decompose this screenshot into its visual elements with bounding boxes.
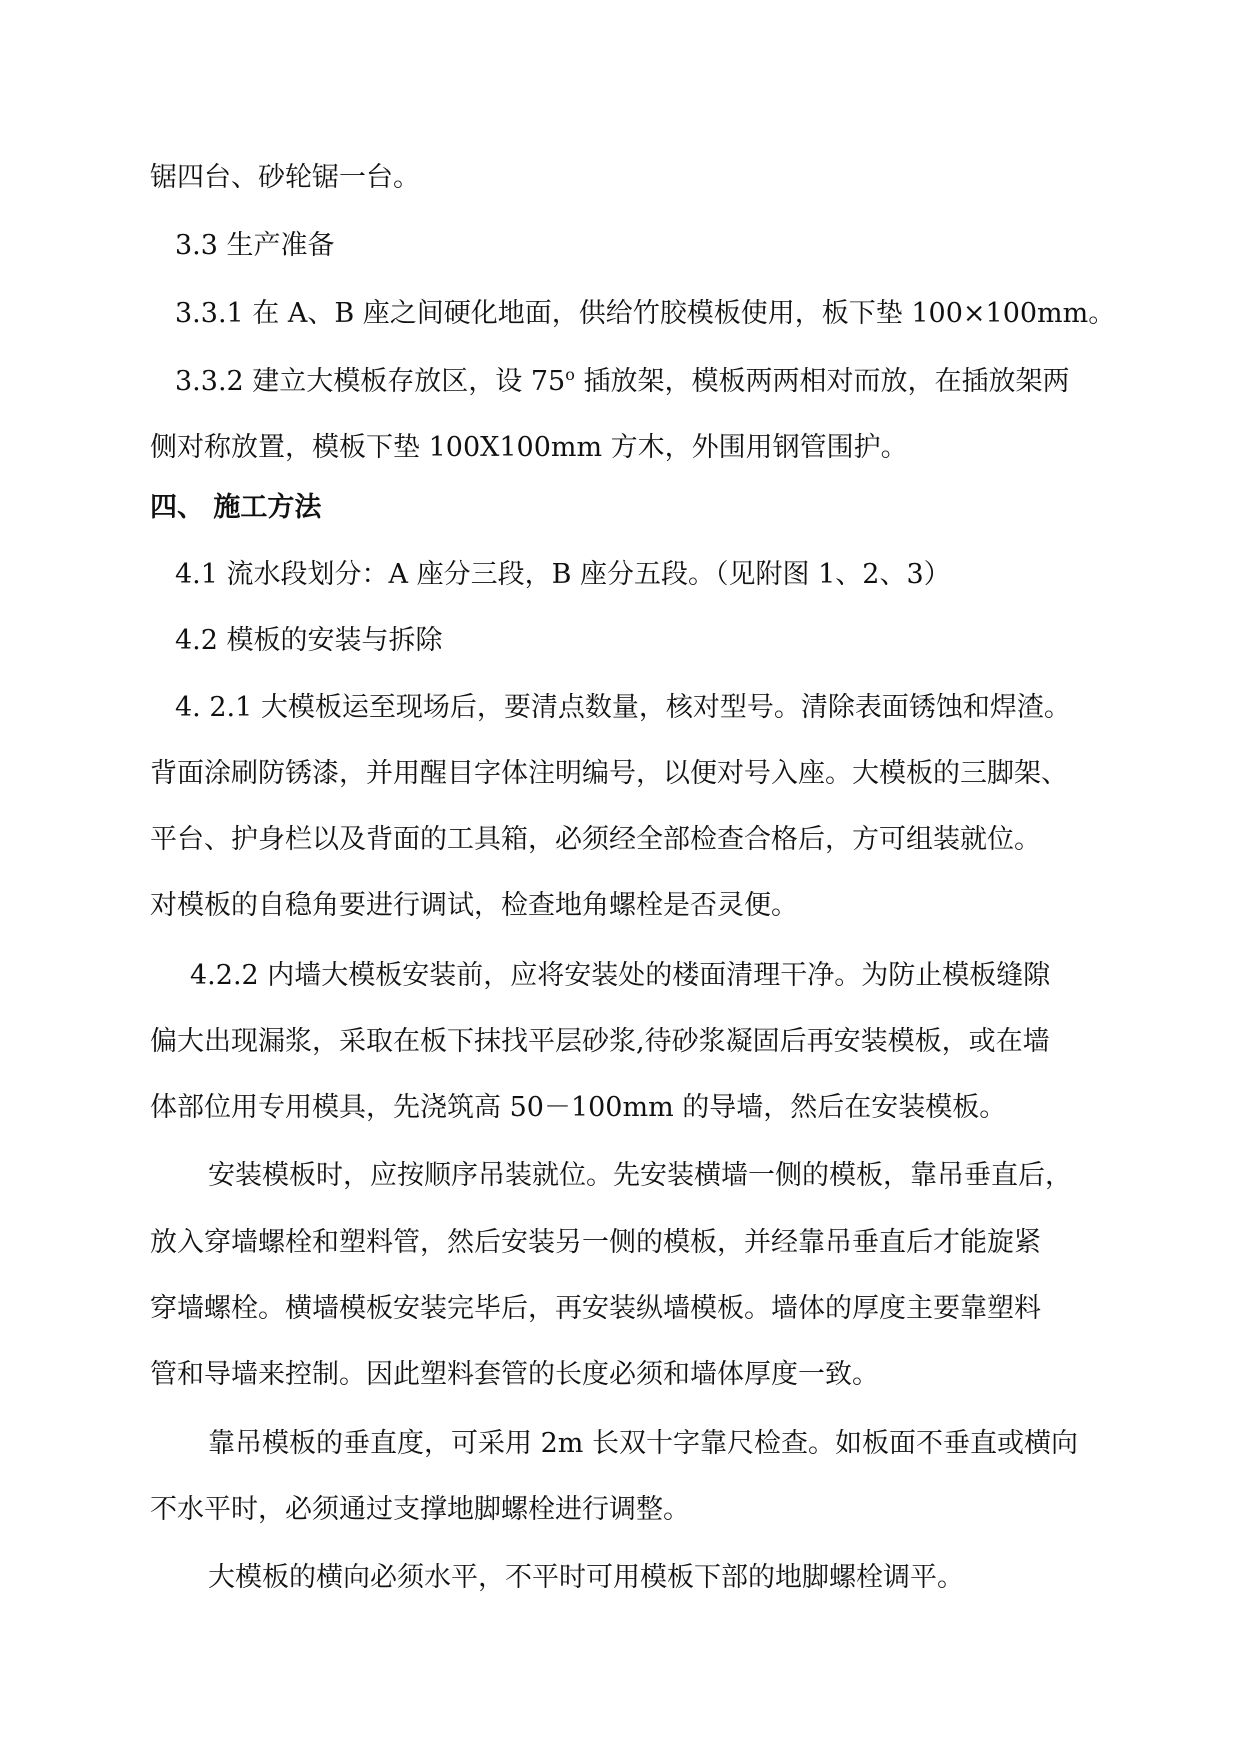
text-line: 管和导墙来控制。因此塑料套管的长度必须和墙体厚度一致。 xyxy=(150,1359,879,1390)
degree-superscript: o xyxy=(565,365,575,384)
section-3-3-heading: 3.3 生产准备 xyxy=(175,230,335,261)
text-line: 靠吊模板的垂直度，可采用 2m 长双十字靠尺检查。如板面不垂直或横向 xyxy=(208,1428,1078,1459)
text-line: 不水平时，必须通过支撑地脚螺栓进行调整。 xyxy=(150,1494,690,1525)
text-line: 安装模板时，应按顺序吊装就位。先安装横墙一侧的模板，靠吊垂直后， xyxy=(208,1160,1072,1191)
text-line: 4.2.2 内墙大模板安装前，应将安装处的楼面清理干净。为防止模板缝隙 xyxy=(190,960,1051,991)
text-line: 3.3.1 在 A、B 座之间硬化地面，供给竹胶模板使用，板下垫 100×100mm。 xyxy=(175,298,1116,329)
text-line: 3.3.2 建立大模板存放区，设 75$^o$ 插放架，模板两两相对而放，在插放架两 xyxy=(175,365,1070,397)
section-4-heading: 四、 施工方法 xyxy=(150,492,322,523)
text-line: 偏大出现漏浆，采取在板下抹找平层砂浆,待砂浆凝固后再安装模板，或在墙 xyxy=(150,1026,1050,1057)
section-4-2-heading: 4.2 模板的安装与拆除 xyxy=(175,625,443,656)
text-line: 锯四台、砂轮锯一台。 xyxy=(150,162,420,193)
text-line: 背面涂刷防锈漆，并用醒目字体注明编号，以便对号入座。大模板的三脚架、 xyxy=(150,758,1068,789)
text-line: 平台、护身栏以及背面的工具箱，必须经全部检查合格后，方可组装就位。 xyxy=(150,824,1041,855)
text-line: 大模板的横向必须水平，不平时可用模板下部的地脚螺栓调平。 xyxy=(208,1562,964,1593)
text-line: 4.1 流水段划分：A 座分三段，B 座分五段。（见附图 1、2、3） xyxy=(175,559,951,590)
text-line: 体部位用专用模具，先浇筑高 50－100mm 的导墙，然后在安装模板。 xyxy=(150,1092,1007,1123)
text-line: 穿墙螺栓。横墙模板安装完毕后，再安装纵墙模板。墙体的厚度主要靠塑料 xyxy=(150,1293,1041,1324)
text-line: 侧对称放置，模板下垫 100Ⅹ100mm 方木，外围用钢管围护。 xyxy=(150,432,908,463)
text-line: 放入穿墙螺栓和塑料管，然后安装另一侧的模板，并经靠吊垂直后才能旋紧 xyxy=(150,1227,1041,1258)
text-line: 对模板的自稳角要进行调试，检查地角螺栓是否灵便。 xyxy=(150,890,798,921)
text-line: 4. 2.1 大模板运至现场后，要清点数量，核对型号。清除表面锈蚀和焊渣。 xyxy=(175,692,1071,723)
